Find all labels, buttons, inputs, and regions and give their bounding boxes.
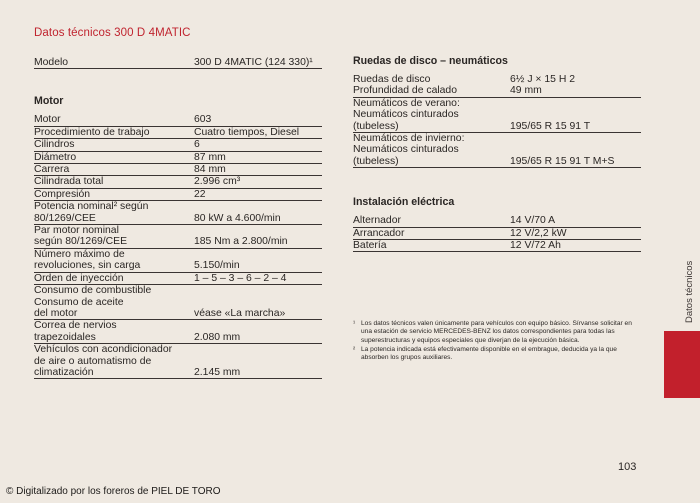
motor-spec-row-label: Potencia nominal² según 80/1269/CEE <box>34 201 149 224</box>
motor-spec-row <box>34 164 322 176</box>
footnote-text: Los datos técnicos valen únicamente para vehículos con equipo básico. Sírvanse solicitar en una estación de servicio MERCEDES-BENZ los datos correspondientes para todas las superestructuras y equipos especiales que diverjan de la ejecución básica. <box>361 320 632 344</box>
motor-spec-row-label: Carrera <box>34 164 70 176</box>
footnote-mark: ¹ <box>353 320 356 327</box>
motor-spec-row <box>34 139 322 151</box>
motor-spec-row <box>34 152 322 164</box>
electrical-spec-row <box>353 240 641 252</box>
electrical-spec-row-value: 12 V/2,2 kW <box>510 227 567 239</box>
motor-spec-row-value: 2.996 cm³ <box>194 176 241 188</box>
section-tab-marker <box>664 331 700 398</box>
motor-spec-row-value: 5.150/min <box>194 260 240 272</box>
motor-spec-row-value: 87 mm <box>194 151 226 163</box>
motor-heading: Motor <box>34 95 64 108</box>
footnote <box>353 346 643 363</box>
motor-spec-row-label: Cilindros <box>34 139 75 151</box>
motor-spec-row <box>34 189 322 201</box>
motor-spec-row-value: Cuatro tiempos, Diesel <box>194 126 300 138</box>
footnotes <box>353 320 643 363</box>
wheel-spec-row <box>353 74 641 98</box>
motor-spec-row <box>34 176 322 188</box>
motor-spec-row-label: Consumo de combustible Consumo de aceite del motor <box>34 285 152 319</box>
left-column <box>34 55 322 379</box>
page-number: 103 <box>618 461 637 473</box>
electrical-table <box>353 215 641 252</box>
model-value: 300 D 4MATIC (124 330)¹ <box>194 57 313 68</box>
motor-spec-row-label: Diámetro <box>34 151 77 163</box>
model-row <box>34 57 322 69</box>
motor-spec-row <box>34 225 322 249</box>
motor-spec-row-value: 2.080 mm <box>194 331 241 343</box>
motor-spec-row-label: Motor <box>34 114 61 126</box>
motor-spec-row-label: Compresión <box>34 188 91 200</box>
motor-spec-row <box>34 249 322 273</box>
side-tab-label: Datos técnicos <box>684 260 695 323</box>
electrical-spec-row <box>353 228 641 240</box>
wheel-spec-row-label: Neumáticos de invierno: Neumáticos cinturados (tubeless) <box>353 133 465 167</box>
motor-spec-row-value: 185 Nm a 2.800/min <box>194 236 288 248</box>
wheels-table <box>353 74 641 168</box>
page-title: Datos técnicos 300 D 4MATIC <box>34 27 191 39</box>
wheel-spec-row-label: Neumáticos de verano: Neumáticos cinturados (tubeless) <box>353 97 460 132</box>
wheel-spec-row <box>353 98 641 133</box>
electrical-spec-row-value: 14 V/70 A <box>510 215 556 227</box>
model-label: Modelo <box>34 57 69 68</box>
motor-spec-row-label: Par motor nominal según 80/1269/CEE <box>34 225 128 248</box>
motor-spec-row-label: Orden de inyección <box>34 272 124 284</box>
motor-spec-row <box>34 344 322 379</box>
motor-spec-row-value: 84 mm <box>194 164 226 176</box>
electrical-spec-row <box>353 215 641 227</box>
motor-spec-row-value: 6 <box>194 139 200 151</box>
motor-spec-row <box>34 127 322 139</box>
electrical-spec-row-label: Alternador <box>353 215 401 227</box>
motor-spec-row-value: 603 <box>194 114 212 126</box>
wheel-spec-row-value: 6½ J × 15 H 2 49 mm <box>510 74 575 97</box>
electrical-spec-row-value: 12 V/72 Ah <box>510 240 561 252</box>
wheels-heading: Ruedas de disco – neumáticos <box>353 55 508 67</box>
motor-spec-row-label: Cilindrada total <box>34 176 104 188</box>
motor-table <box>34 114 322 379</box>
motor-spec-row-value: 1 – 5 – 3 – 6 – 2 – 4 <box>194 272 287 284</box>
electrical-heading: Instalación eléctrica <box>353 196 455 209</box>
motor-spec-row-value: 22 <box>194 188 206 200</box>
motor-spec-row <box>34 285 322 320</box>
motor-spec-row <box>34 273 322 285</box>
motor-spec-row-value: véase «La marcha» <box>194 307 286 319</box>
footnote <box>353 320 643 345</box>
footnote-mark: ² <box>353 345 356 353</box>
motor-spec-row <box>34 114 322 126</box>
wheel-spec-row-value: 195/65 R 15 91 T <box>510 120 591 132</box>
side-tab-label-wrap <box>680 225 700 325</box>
wheel-spec-row <box>353 133 641 168</box>
motor-spec-row-value: 80 kW a 4.600/min <box>194 212 281 224</box>
right-column <box>353 55 641 252</box>
wheel-spec-row-label: Ruedas de disco Profundidad de calado <box>353 74 457 97</box>
electrical-spec-row-label: Batería <box>353 240 387 252</box>
motor-spec-row <box>34 320 322 344</box>
credit-line: © Digitalizado por los foreros de PIEL DE TORO <box>6 486 221 497</box>
motor-spec-row-label: Procedimiento de trabajo <box>34 126 150 138</box>
motor-spec-row-label: Vehículos con acondicionador de aire o automatismo de climatización <box>34 344 173 378</box>
motor-spec-row-label: Correa de nervios trapezoidales <box>34 320 117 343</box>
electrical-spec-row-label: Arrancador <box>353 227 405 239</box>
wheel-spec-row-value: 195/65 R 15 91 T M+S <box>510 155 615 167</box>
motor-spec-row-label: Número máximo de revoluciones, sin carga <box>34 248 141 272</box>
footnote-text: La potencia indicada está efectivamente disponible en el embrague, deducida ya la que absorben los grupos auxiliares. <box>361 345 617 362</box>
motor-spec-row <box>34 201 322 225</box>
motor-spec-row-value: 2.145 mm <box>194 366 241 378</box>
